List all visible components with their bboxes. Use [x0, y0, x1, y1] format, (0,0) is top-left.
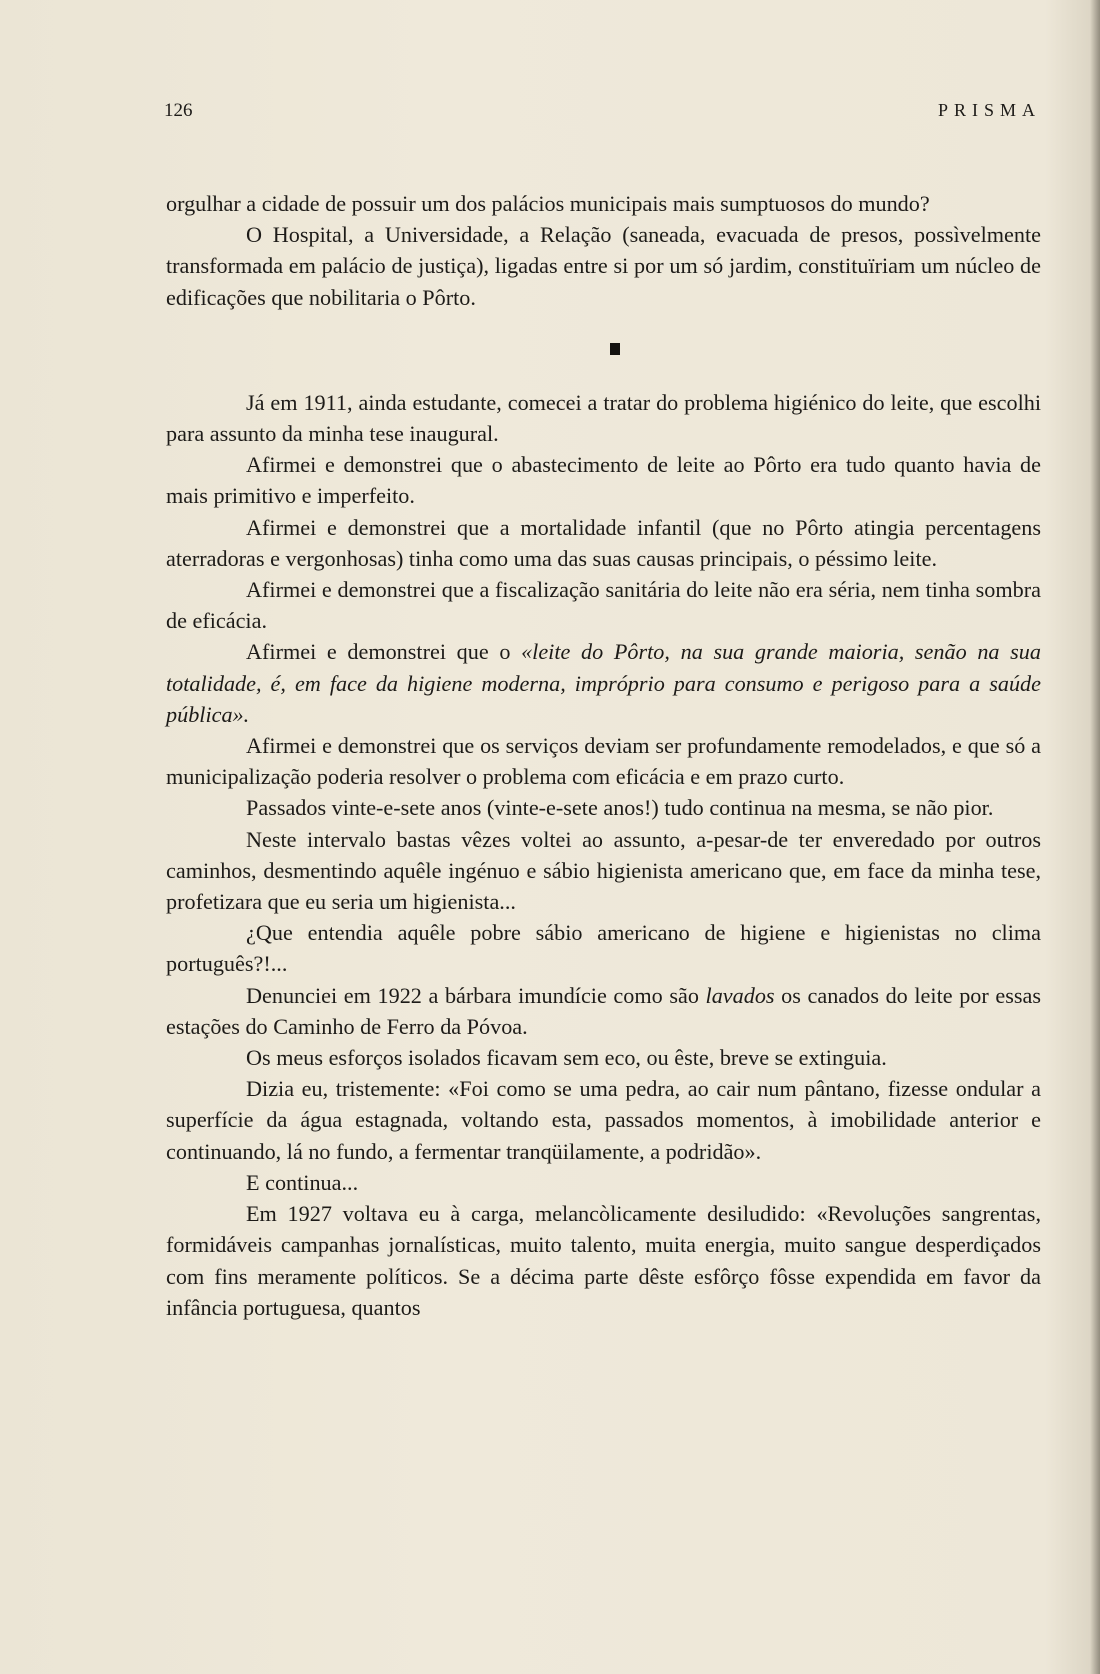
paragraph: Afirmei e demonstrei que os serviços deviam ser profundamente remodelados, e que só a municipalização poderia resolver o problema com eficácia e em prazo curto. [166, 733, 1041, 790]
page-header [164, 100, 1041, 128]
page-edge-shadow [1090, 0, 1100, 1674]
paragraph: Afirmei e demonstrei que o abastecimento de leite ao Pôrto era tudo quanto havia de mais primitivo e imperfeito. [166, 452, 1041, 509]
body-text [166, 188, 1041, 1323]
paragraph: ¿Que entendia aquêle pobre sábio americano de higiene e higienistas no clima português?!... [166, 920, 1041, 977]
paragraph: Afirmei e demonstrei que a mortalidade infantil (que no Pôrto atingia percentagens aterradoras e vergonhosas) tinha como uma das suas causas principais, o péssimo leite. [166, 514, 1041, 571]
paragraph: Já em 1911, ainda estudante, comecei a tratar do problema higiénico do leite, que escolhi para assunto da minha tese inaugural. [166, 389, 1041, 447]
running-head: PRISMA [937, 100, 1041, 120]
paragraph: Afirmei e demonstrei que a fiscalização sanitária do leite não era séria, nem tinha sombra de eficácia. [166, 577, 1041, 634]
paragraph: E continua... [246, 1169, 359, 1195]
paragraph: Passados vinte-e-sete anos (vinte-e-sete anos!) tudo continua na mesma, se não pior. [246, 795, 994, 821]
square-bullet-icon [610, 343, 620, 355]
paragraph: O Hospital, a Universidade, a Relação (saneada, evacuada de presos, possìvelmente transformada em palácio de justiça), ligadas entre si por um só jardim, constituïriam um núcleo de edificações que nobilitaria o Pôrto. [166, 222, 1041, 310]
quoted-text: «leite do Pôrto, na sua grande maioria, senão na sua totalidade, é, em face da higiene moderna, impróprio para consumo e perigoso para a saúde pública». [166, 639, 1041, 727]
paragraph-with-italic [166, 980, 1041, 1042]
paragraph: Dizia eu, tristemente: «Foi como se uma pedra, ao cair num pântano, fizesse ondular a superfície da água estagnada, voltando esta, passados momentos, à imobilidade anterior e continuando, lá no fundo, a fermentar tranqüilamente, a podridão». [166, 1076, 1041, 1164]
paragraph: Os meus esforços isolados ficavam sem eco, ou êste, breve se extinguia. [246, 1045, 887, 1071]
paragraph-text: Afirmei e demonstrei que o [246, 639, 522, 665]
paragraph: Em 1927 voltava eu à carga, melancòlicamente desiludido: «Revoluções sangrentas, formidáveis campanhas jornalísticas, muito talento, muita energia, muito sangue desperdiçados com fins meramente políticos. Se a décima parte dêste esfôrço fôsse expendida em favor da infância portuguesa, quantos [166, 1201, 1041, 1320]
paragraph: Neste intervalo bastas vêzes voltei ao assunto, a-pesar-de ter enveredado por outros caminhos, desmentindo aquêle ingénuo e sábio higienista americano que, em face da minha tese, profetizara que eu seria um higienista... [166, 826, 1041, 915]
paragraph-text: Denunciei em 1922 a bárbara imundície como são [246, 982, 706, 1008]
italic-word: lavados [705, 982, 775, 1008]
paragraph-text: os canados do leite por essas estações do Caminho de Ferro da Póvoa. [166, 982, 1041, 1039]
paragraph: orgulhar a cidade de possuir um dos palácios municipais mais sumptuosos do mundo? [166, 191, 930, 216]
section-divider-ornament [166, 329, 1041, 365]
paragraph-with-quote [166, 636, 1041, 730]
page-number: 126 [164, 100, 193, 121]
